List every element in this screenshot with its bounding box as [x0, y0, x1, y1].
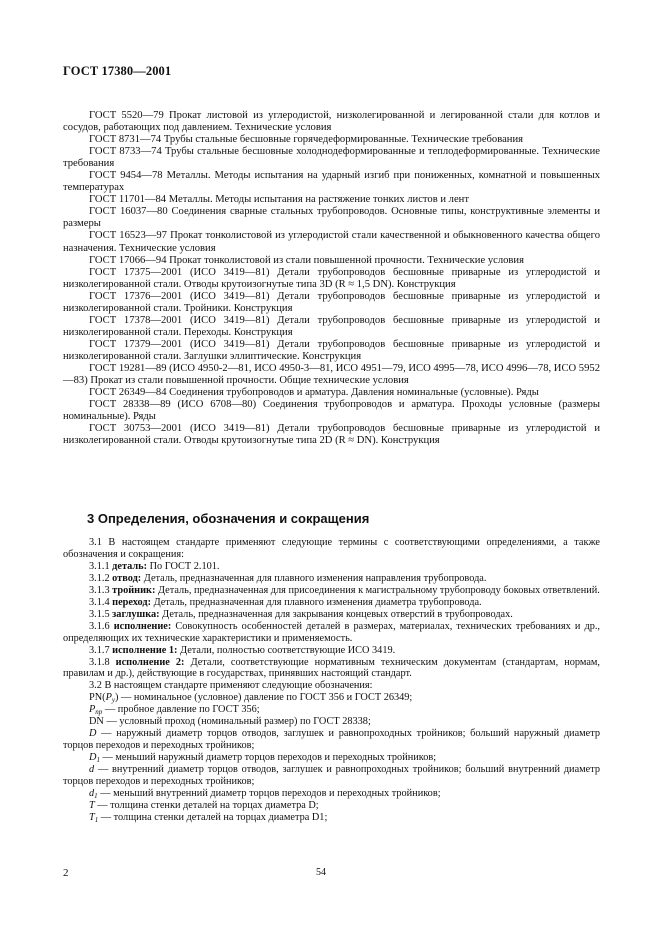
symbol-item	[63, 788, 600, 800]
symbol-notation: $T_1$	[89, 811, 99, 824]
reference-item: ГОСТ 17375—2001 (ИСО 3419—81) Детали трубопроводов бесшовные приварные из углеродистой и низколегированной стали. Отводы крутоизогнутые типа 3D (R ≈ 1,5 DN). Конструкция	[63, 266, 600, 290]
symbol-item	[63, 764, 600, 788]
reference-item: ГОСТ 16523—97 Прокат тонколистовой из углеродистой стали качественной и обыкновенного качества общего назначения. Технические условия	[63, 230, 600, 254]
symbol-description: — номинальное (условное) давление по ГОСТ 356 и ГОСТ 26349;	[118, 692, 413, 704]
sheet-number: 54	[316, 867, 326, 878]
symbol-item	[63, 752, 600, 764]
definition-number: 3.1.2	[89, 572, 113, 584]
definition-text: Деталь, предназначенная для плавного изменения направления трубопровода.	[141, 572, 487, 584]
symbol-description: — меньший наружный диаметр торцов переходов и переходных тройников;	[99, 752, 437, 764]
section-heading: 3 Определения, обозначения и сокращения	[87, 511, 370, 526]
definition-item	[63, 645, 600, 657]
symbol-notation: D	[89, 728, 97, 740]
symbol-item	[63, 800, 600, 812]
definition-item	[63, 585, 600, 597]
symbol-description: — условный проход (номинальный размер) по ГОСТ 28338;	[103, 716, 371, 728]
reference-item: ГОСТ 9454—78 Металлы. Методы испытания на ударный изгиб при пониженных, комнатной и повышенных температурах	[63, 170, 600, 194]
symbol-notation: $D_1$	[89, 752, 100, 765]
reference-item: ГОСТ 17379—2001 (ИСО 3419—81) Детали трубопроводов бесшовные приварные из углеродистой и низколегированной стали. Заглушки эллиптические. Конструкция	[63, 338, 600, 362]
symbol-description: — внутренний диаметр торцов отводов, заглушек и равнопроходных тройников; больший внутренний диаметр торцов переходов и переходных тройников;	[63, 764, 600, 788]
definition-term: переход:	[112, 596, 152, 608]
definition-item	[63, 621, 600, 645]
reference-item: ГОСТ 26349—84 Соединения трубопроводов и арматура. Давления номинальные (условные). Ряды	[89, 387, 539, 399]
definition-number: 3.1.4	[89, 596, 113, 608]
definition-text: Совокупность особенностей деталей в размерах, материалах, технических требованиях и др., определяющих их технические характеристики и применяемость.	[63, 620, 601, 644]
definition-term: отвод:	[112, 572, 142, 584]
definitions-list	[63, 561, 600, 681]
definition-text: Деталь, предназначенная для плавного изменения диаметра трубопровода.	[151, 596, 482, 608]
reference-item: ГОСТ 19281—89 (ИСО 4950-2—81, ИСО 4950-3—81, ИСО 4951—79, ИСО 4995—78, ИСО 4996—78, ИСО 5952—83) Прокат из стали повышенной прочности. Общие технические условия	[63, 362, 600, 387]
reference-item: ГОСТ 30753—2001 (ИСО 3419—81) Детали трубопроводов бесшовные приварные из углеродистой и низколегированной стали. Отводы крутоизогнутые типа 2D (R ≈ DN). Конструкция	[63, 423, 600, 447]
definition-item	[63, 561, 600, 573]
symbols-list	[63, 692, 600, 823]
reference-item: ГОСТ 8731—74 Трубы стальные бесшовные горячедеформированные. Технические требования	[89, 134, 524, 146]
definition-number: 3.1.8	[89, 656, 116, 668]
definition-text: Детали, соответствующие нормативным техническим документам (стандартам, нормам, правилам и др.), действующие в государствах, принявших настоящий стандарт.	[63, 656, 600, 680]
symbol-notation: $d_1$	[89, 788, 98, 801]
reference-item: ГОСТ 17378—2001 (ИСО 3419—81) Детали трубопроводов бесшовные приварные из углеродистой и низколегированной стали. Переходы. Конструкция	[63, 314, 600, 338]
symbol-item	[63, 716, 600, 728]
symbol-description: — толщина стенки деталей на торцах диаметра D1;	[98, 811, 328, 823]
symbol-item	[63, 704, 600, 716]
definition-number: 3.1.5	[89, 608, 113, 620]
definition-number: 3.1.6	[89, 620, 114, 632]
definition-term: тройник:	[112, 584, 156, 596]
reference-item: ГОСТ 8733—74 Трубы стальные бесшовные холоднодеформированные и теплодеформированные. Технические требования	[63, 146, 600, 170]
symbol-description: — меньший внутренний диаметр торцов переходов и переходных тройников;	[97, 788, 441, 800]
page-number: 2	[63, 867, 69, 879]
definition-term: заглушка:	[112, 608, 160, 620]
definition-term: деталь:	[112, 560, 148, 572]
symbol-notation: T	[89, 799, 95, 811]
symbol-description: — наружный диаметр торцов отводов, заглушек и равнопроходных тройников; больший наружный диаметр торцов переходов и переходных тройников;	[63, 728, 600, 752]
symbol-description: — пробное давление по ГОСТ 356;	[102, 704, 260, 716]
definition-term: исполнение 1:	[112, 644, 178, 656]
definition-number: 3.1.1	[89, 560, 113, 572]
references-list	[63, 110, 600, 447]
symbol-description: — толщина стенки деталей на торцах диаметра D;	[94, 799, 319, 811]
symbol-notation: d	[89, 764, 95, 776]
definition-item	[63, 597, 600, 609]
symbol-notation: $P_{пр}$	[89, 704, 103, 717]
definitions-block	[63, 537, 600, 824]
symbol-item	[63, 692, 600, 704]
definition-number: 3.1.7	[89, 644, 113, 656]
page-header: ГОСТ 17380—2001	[63, 64, 172, 78]
definition-text: Деталь, предназначенная для закрывания концевых отверстий в трубопроводах.	[159, 608, 513, 620]
reference-item: ГОСТ 17066—94 Прокат тонколистовой из стали повышенной прочности. Технические условия	[89, 254, 524, 266]
reference-item: ГОСТ 17376—2001 (ИСО 3419—81) Детали трубопроводов бесшовные приварные из углеродистой и низколегированной стали. Тройники. Конструкция	[63, 290, 600, 314]
definitions-intro: 3.1 В настоящем стандарте применяют следующие термины с соответствующими определениями, а также обозначения и сокращения:	[63, 537, 600, 560]
symbol-item	[63, 812, 600, 824]
symbol-notation: DN	[89, 716, 104, 728]
definition-text: Деталь, предназначенная для присоединения к магистральному трубопроводу боковых ответвлений.	[155, 584, 600, 596]
definition-number: 3.1.3	[89, 584, 113, 596]
definition-item	[63, 609, 600, 621]
symbols-intro: 3.2 В настоящем стандарте применяют следующие обозначения:	[89, 680, 373, 692]
definition-item	[63, 573, 600, 585]
symbol-item	[63, 728, 600, 752]
definition-item	[63, 657, 600, 681]
definition-text: По ГОСТ 2.101.	[147, 560, 220, 572]
reference-item: ГОСТ 28338—89 (ИСО 6708—80) Соединения трубопроводов и арматура. Проходы условные (размеры номинальные). Ряды	[63, 399, 600, 423]
definition-term: исполнение:	[113, 620, 172, 632]
reference-item: ГОСТ 16037—80 Соединения сварные стальных трубопроводов. Основные типы, конструктивные элементы и размеры	[63, 206, 600, 230]
reference-item: ГОСТ 5520—79 Прокат листовой из углеродистой, низколегированной и легированной стали для котлов и сосудов, работающих под давлением. Технические условия	[63, 110, 600, 134]
definition-text: Детали, полностью соответствующие ИСО 3419.	[177, 644, 396, 656]
definition-term: исполнение 2:	[115, 656, 185, 668]
symbol-notation: $PN(P_у)$	[89, 692, 119, 705]
reference-item: ГОСТ 11701—84 Металлы. Методы испытания на растяжение тонких листов и лент	[89, 194, 469, 206]
